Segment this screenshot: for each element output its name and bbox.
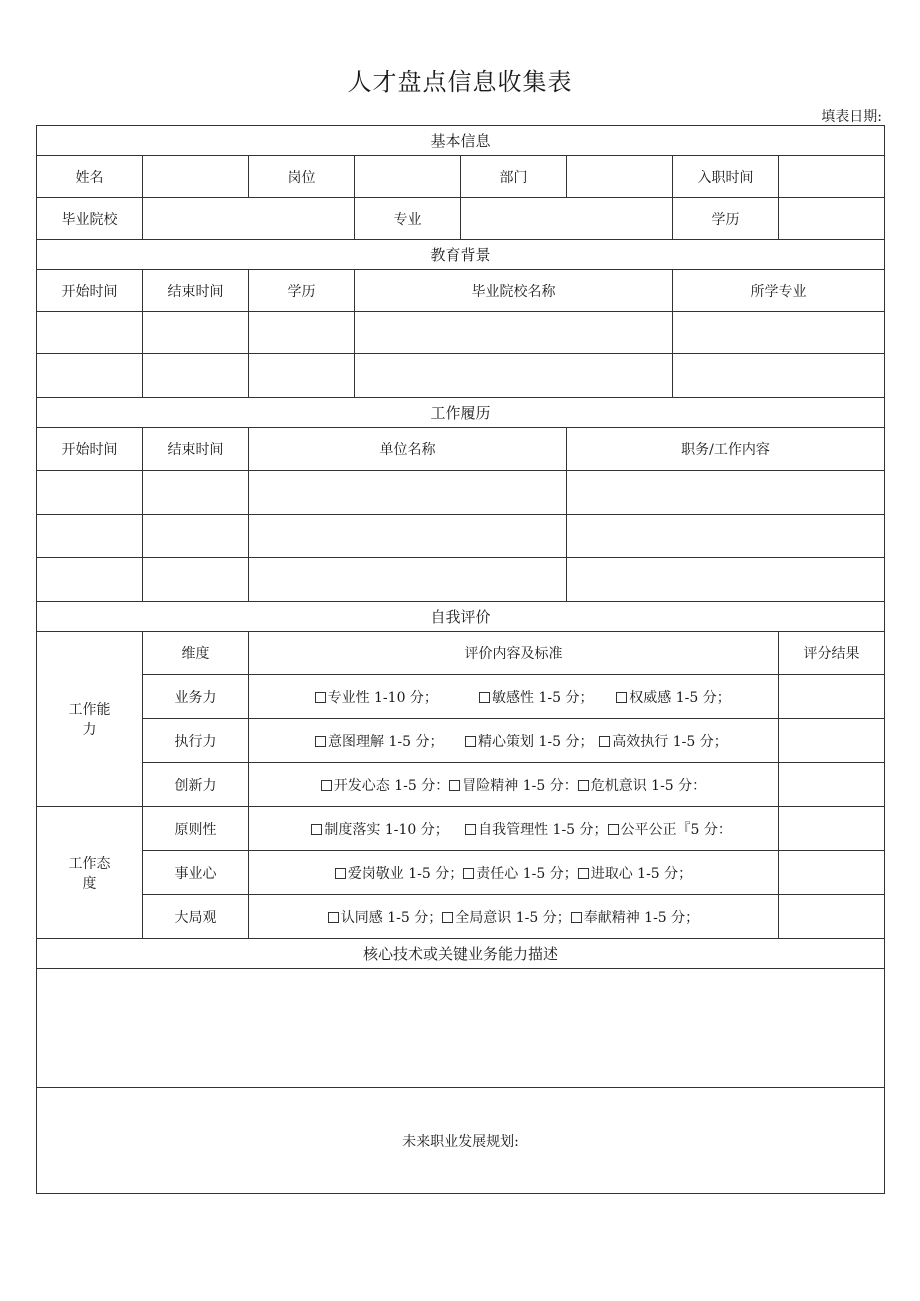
eval-dim: 大局观	[143, 895, 249, 939]
section-core-skills: 核心技术或关键业务能力描述	[37, 939, 885, 969]
input-degree[interactable]	[779, 198, 885, 240]
eval-dim: 业务力	[143, 675, 249, 719]
checkbox[interactable]	[328, 912, 339, 923]
work-cell[interactable]	[249, 515, 567, 558]
score-cell[interactable]	[779, 675, 885, 719]
eval-criteria: 认同感 1-5 分； 全局意识 1-5 分； 奉献精神 1-5 分；	[249, 895, 779, 939]
work-cell[interactable]	[567, 471, 885, 515]
checkbox[interactable]	[321, 780, 332, 791]
eval-criteria: 制度落实 1-10 分； 自我管理性 1-5 分； 公平公正『5 分：	[249, 807, 779, 851]
edu-cell[interactable]	[143, 312, 249, 354]
label-department: 部门	[461, 156, 567, 198]
group-label-ability: 工作能力	[37, 632, 143, 807]
work-cell[interactable]	[37, 515, 143, 558]
checkbox[interactable]	[465, 736, 476, 747]
label-entry-date: 入职时间	[673, 156, 779, 198]
checkbox[interactable]	[315, 736, 326, 747]
eval-criteria: 开发心态 1-5 分： 冒险精神 1-5 分： 危机意识 1-5 分：	[249, 763, 779, 807]
edu-cell[interactable]	[249, 354, 355, 398]
label-school: 毕业院校	[37, 198, 143, 240]
label-degree: 学历	[673, 198, 779, 240]
input-school[interactable]	[143, 198, 355, 240]
eval-col-score: 评分结果	[779, 632, 885, 675]
work-col-start: 开始时间	[37, 428, 143, 471]
checkbox[interactable]	[599, 736, 610, 747]
checkbox[interactable]	[449, 780, 460, 791]
group-label-attitude: 工作态度	[37, 807, 143, 939]
input-position[interactable]	[355, 156, 461, 198]
talent-form-table	[36, 125, 885, 1194]
work-col-end: 结束时间	[143, 428, 249, 471]
edu-cell[interactable]	[673, 312, 885, 354]
edu-cell[interactable]	[37, 312, 143, 354]
fill-date-label: 填表日期:	[821, 109, 882, 125]
input-major[interactable]	[461, 198, 673, 240]
work-col-duty: 职务/工作内容	[567, 428, 885, 471]
edu-cell[interactable]	[143, 354, 249, 398]
career-plan-area[interactable]	[37, 1088, 885, 1194]
work-cell[interactable]	[143, 471, 249, 515]
work-row	[37, 558, 885, 602]
input-entry-date[interactable]	[779, 156, 885, 198]
work-cell[interactable]	[567, 558, 885, 602]
eval-dim: 原则性	[143, 807, 249, 851]
work-cell[interactable]	[249, 558, 567, 602]
eval-col-criteria: 评价内容及标准	[249, 632, 779, 675]
work-cell[interactable]	[37, 471, 143, 515]
score-cell[interactable]	[779, 763, 885, 807]
edu-col-school: 毕业院校名称	[355, 270, 673, 312]
work-cell[interactable]	[249, 471, 567, 515]
section-work-history: 工作履历	[37, 398, 885, 428]
checkbox[interactable]	[335, 868, 346, 879]
input-name[interactable]	[143, 156, 249, 198]
edu-cell[interactable]	[249, 312, 355, 354]
eval-dim: 创新力	[143, 763, 249, 807]
edu-col-major: 所学专业	[673, 270, 885, 312]
checkbox[interactable]	[442, 912, 453, 923]
work-cell[interactable]	[143, 515, 249, 558]
core-skills-textarea[interactable]	[37, 969, 885, 1088]
edu-col-end: 结束时间	[143, 270, 249, 312]
checkbox[interactable]	[315, 692, 326, 703]
checkbox[interactable]	[479, 692, 490, 703]
score-cell[interactable]	[779, 719, 885, 763]
checkbox[interactable]	[465, 824, 476, 835]
score-cell[interactable]	[779, 851, 885, 895]
eval-criteria: 专业性 1-10 分； 敏感性 1-5 分； 权威感 1-5 分；	[249, 675, 779, 719]
score-cell[interactable]	[779, 895, 885, 939]
work-cell[interactable]	[143, 558, 249, 602]
edu-cell[interactable]	[355, 354, 673, 398]
edu-cell[interactable]	[37, 354, 143, 398]
score-cell[interactable]	[779, 807, 885, 851]
work-row	[37, 471, 885, 515]
edu-row	[37, 312, 885, 354]
checkbox[interactable]	[578, 780, 589, 791]
work-cell[interactable]	[567, 515, 885, 558]
work-col-company: 单位名称	[249, 428, 567, 471]
form-title: 人才盘点信息收集表	[347, 68, 573, 96]
edu-cell[interactable]	[355, 312, 673, 354]
checkbox[interactable]	[578, 868, 589, 879]
career-plan-label: 未来职业发展规划:	[402, 1133, 519, 1150]
checkbox[interactable]	[616, 692, 627, 703]
edu-col-start: 开始时间	[37, 270, 143, 312]
checkbox[interactable]	[311, 824, 322, 835]
eval-dim: 事业心	[143, 851, 249, 895]
edu-col-degree: 学历	[249, 270, 355, 312]
eval-col-dimension: 维度	[143, 632, 249, 675]
section-basic-info: 基本信息	[37, 126, 885, 156]
eval-dim: 执行力	[143, 719, 249, 763]
section-education: 教育背景	[37, 240, 885, 270]
edu-row	[37, 354, 885, 398]
edu-cell[interactable]	[673, 354, 885, 398]
label-position: 岗位	[249, 156, 355, 198]
input-department[interactable]	[567, 156, 673, 198]
eval-criteria: 意图理解 1-5 分； 精心策划 1-5 分； 高效执行 1-5 分；	[249, 719, 779, 763]
label-major: 专业	[355, 198, 461, 240]
work-row	[37, 515, 885, 558]
section-self-evaluation: 自我评价	[37, 602, 885, 632]
checkbox[interactable]	[571, 912, 582, 923]
checkbox[interactable]	[463, 868, 474, 879]
label-name: 姓名	[37, 156, 143, 198]
checkbox[interactable]	[608, 824, 619, 835]
eval-criteria: 爱岗敬业 1-5 分； 责任心 1-5 分； 进取心 1-5 分；	[249, 851, 779, 895]
work-cell[interactable]	[37, 558, 143, 602]
